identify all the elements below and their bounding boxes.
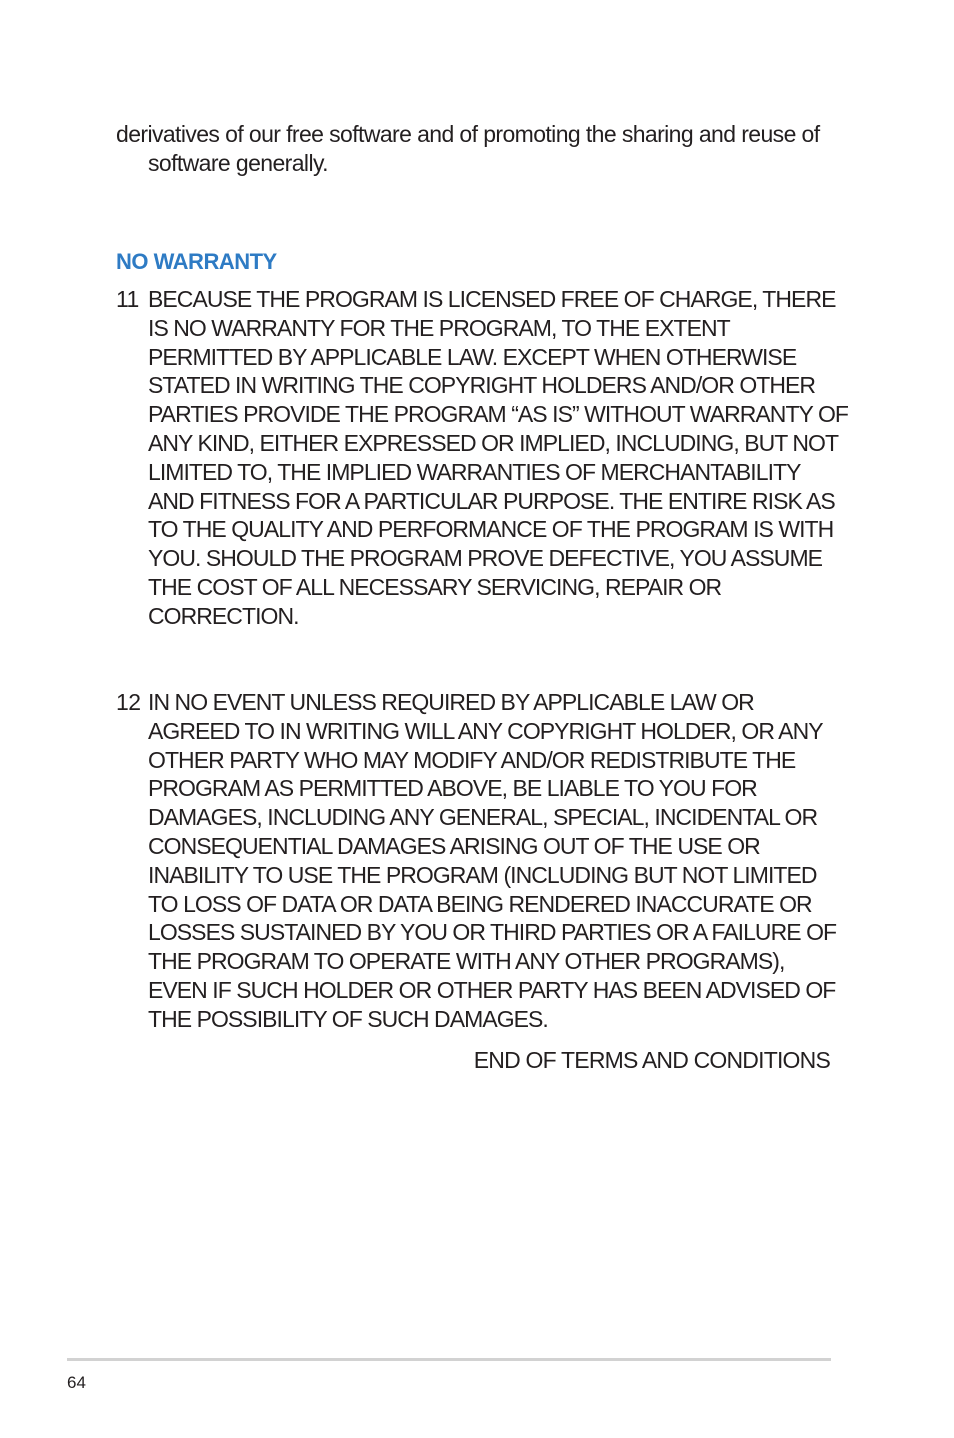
section-heading: NO WARRANTY — [116, 249, 277, 274]
clause-text: IN NO EVENT UNLESS REQUIRED BY APPLICABLE LAW OR AGREED TO IN WRITING WILL ANY COPYRIGHT HOLDER, OR ANY OTHER PARTY WHO MAY MODIFY AND/OR REDISTRIBUTE THE PROGRAM AS PERMITTED ABOVE, BE LIABLE TO YOU FOR DAMAGES, INCLUDING ANY GENERAL, SPECIAL, INCIDENTAL OR CONSEQUENTIAL DAMAGES ARISING OUT OF THE USE OR INABILITY TO USE THE PROGRAM (INCLUDING BUT NOT LIMITED TO LOSS OF DATA OR DATA BEING RENDERED INACCURATE OR LOSSES SUSTAINED BY YOU OR THIRD PARTIES OR A FAILURE OF THE PROGRAM TO OPERATE WITH ANY OTHER PROGRAMS), EVEN IF SUCH HOLDER OR OTHER PARTY HAS BEEN ADVISED OF THE POSSIBILITY OF SUCH DAMAGES. — [148, 689, 837, 1032]
end-of-terms-label: END OF TERMS AND CONDITIONS — [473, 1047, 830, 1073]
clause-number: 11 — [116, 286, 139, 312]
page-number: 64 — [67, 1373, 86, 1392]
intro-paragraph: derivatives of our free software and of promoting the sharing and reuse of software generally. — [116, 121, 820, 176]
footer-divider — [67, 1358, 831, 1361]
clause-text: BECAUSE THE PROGRAM IS LICENSED FREE OF CHARGE, THERE IS NO WARRANTY FOR THE PROGRAM, TO THE EXTENT PERMITTED BY APPLICABLE LAW. EXCEPT WHEN OTHERWISE STATED IN WRITING THE COPYRIGHT HOLDERS AND/OR OTHER PARTIES PROVIDE THE PROGRAM “AS IS” WITHOUT WARRANTY OF ANY KIND, EITHER EXPRESSED OR IMPLIED, INCLUDING, BUT NOT LIMITED TO, THE IMPLIED WARRANTIES OF MERCHANTABILITY AND FITNESS FOR A PARTICULAR PURPOSE. THE ENTIRE RISK AS TO THE QUALITY AND PERFORMANCE OF THE PROGRAM IS WITH YOU. SHOULD THE PROGRAM PROVE DEFECTIVE, YOU ASSUME THE COST OF ALL NECESSARY SERVICING, REPAIR OR CORRECTION. — [148, 286, 849, 629]
clause-number: 12 — [116, 689, 141, 715]
